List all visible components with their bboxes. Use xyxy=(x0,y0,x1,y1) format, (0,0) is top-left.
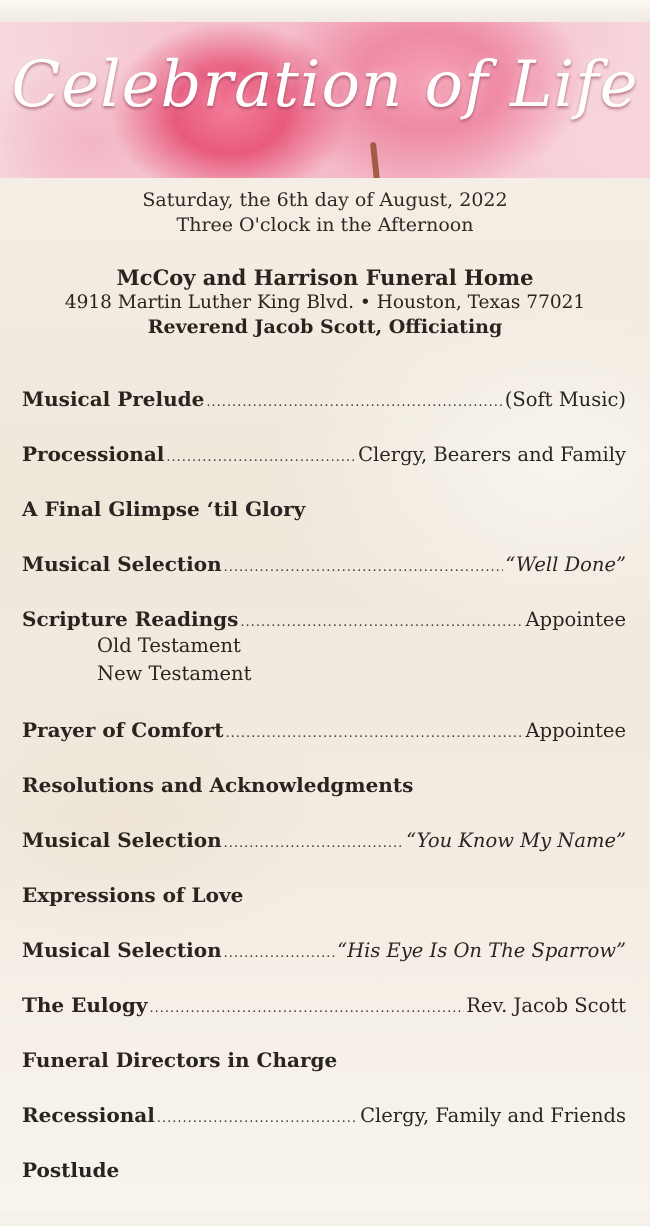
funeral-home-name: McCoy and Harrison Funeral Home xyxy=(116,265,534,290)
scripture-sub-item: Old Testament xyxy=(97,634,241,657)
flower-banner xyxy=(0,22,650,178)
program-item-label: Scripture Readings xyxy=(22,607,239,631)
top-border xyxy=(0,0,650,23)
program-item xyxy=(22,990,626,1020)
program-item-value: Appointee xyxy=(525,608,626,631)
dot-leader xyxy=(157,1104,358,1134)
dot-leader xyxy=(224,939,336,969)
program-item-label: A Final Glimpse ‘til Glory xyxy=(22,497,306,521)
bottom-border xyxy=(0,1212,650,1226)
program-item-label: Processional xyxy=(22,442,165,466)
officiant: Reverend Jacob Scott, Officiating xyxy=(147,316,503,338)
program-item-value: “Well Done” xyxy=(505,553,626,576)
program-item xyxy=(22,1045,626,1075)
service-time: Three O'clock in the Afternoon xyxy=(176,214,474,236)
banner-title: Celebration of Life xyxy=(11,48,639,122)
dot-leader xyxy=(224,829,405,859)
program-item-value: Clergy, Family and Friends xyxy=(360,1104,626,1127)
dot-leader xyxy=(224,553,504,583)
program-item-label: Recessional xyxy=(22,1103,155,1127)
funeral-home-address: 4918 Martin Luther King Blvd. • Houston, Texas 77021 xyxy=(64,292,586,313)
program-item-label: Musical Selection xyxy=(22,938,222,962)
program-item xyxy=(22,935,626,965)
service-header xyxy=(0,188,650,340)
program-item-label: The Eulogy xyxy=(22,993,148,1017)
program-item-label: Musical Selection xyxy=(22,828,222,852)
dot-leader xyxy=(149,994,464,1024)
program-item xyxy=(22,825,626,855)
program-item-value: Appointee xyxy=(525,719,626,742)
program-item-label: Prayer of Comfort xyxy=(22,718,224,742)
program-item-value: “You Know My Name” xyxy=(406,829,626,852)
dot-leader xyxy=(206,388,502,418)
program-item xyxy=(22,1100,626,1130)
program-item xyxy=(22,494,626,524)
program-item-label: Musical Prelude xyxy=(22,387,205,411)
program-item-label: Resolutions and Acknowledgments xyxy=(22,773,414,797)
program-item-value: Clergy, Bearers and Family xyxy=(358,443,626,466)
program-item xyxy=(22,549,626,579)
program-item xyxy=(22,770,626,800)
program-item xyxy=(22,1155,626,1185)
program-item-label: Funeral Directors in Charge xyxy=(22,1048,338,1072)
program-item-value: “His Eye Is On The Sparrow” xyxy=(337,939,626,962)
program-item-value: Rev. Jacob Scott xyxy=(466,994,626,1017)
dot-leader xyxy=(225,719,523,749)
dot-leader xyxy=(166,443,356,473)
program-item-label: Postlude xyxy=(22,1158,120,1182)
program-item xyxy=(22,715,626,745)
flower-stem xyxy=(370,142,380,178)
program-item xyxy=(22,604,626,634)
program-item-label: Musical Selection xyxy=(22,552,222,576)
program-item-value: (Soft Music) xyxy=(504,388,626,411)
program-item-label: Expressions of Love xyxy=(22,883,244,907)
program-item xyxy=(22,439,626,469)
service-date: Saturday, the 6th day of August, 2022 xyxy=(142,189,508,211)
program-item xyxy=(22,880,626,910)
program-item xyxy=(22,384,626,414)
scripture-sub-item: New Testament xyxy=(97,662,252,685)
dot-leader xyxy=(240,608,523,638)
